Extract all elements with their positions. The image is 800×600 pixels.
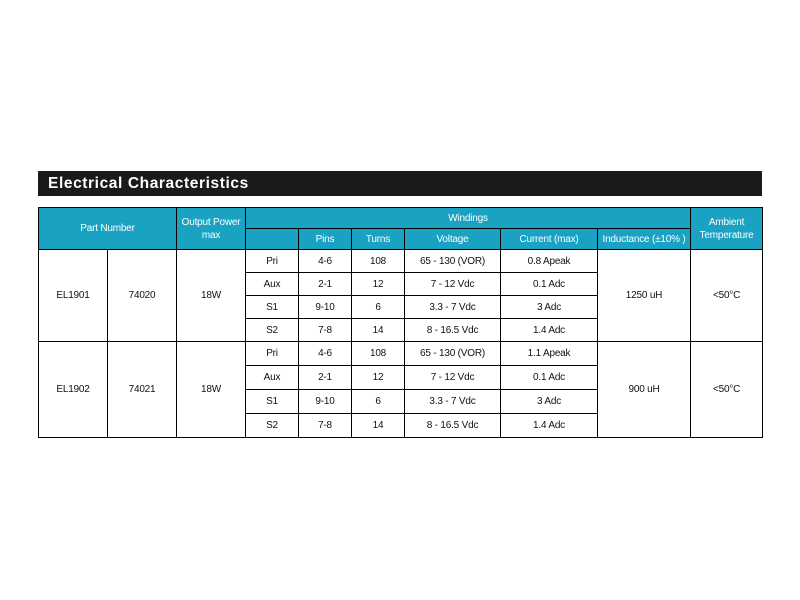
winding-current: 3 Adc (501, 296, 598, 319)
winding-label: S2 (246, 414, 299, 438)
header-pins: Pins (299, 229, 352, 250)
winding-pins: 7-8 (299, 414, 352, 438)
header-inductance: Inductance (±10% ) (598, 229, 691, 250)
header-ambient-line1: Ambient (708, 216, 745, 228)
header-part-number: Part Number (39, 208, 177, 250)
winding-pins: 2-1 (299, 366, 352, 390)
header-output-power-line1: Output Power (181, 216, 241, 228)
winding-current: 1.1 Apeak (501, 342, 598, 366)
winding-label: S1 (246, 390, 299, 414)
part-number: 74021 (108, 342, 177, 438)
header-ambient-line2: Temperature (699, 229, 754, 241)
winding-label: S2 (246, 319, 299, 342)
winding-current: 0.8 Apeak (501, 250, 598, 273)
section-title: Electrical Characteristics (48, 174, 249, 192)
winding-current: 3 Adc (501, 390, 598, 414)
winding-current: 0.1 Adc (501, 366, 598, 390)
winding-turns: 12 (352, 273, 405, 296)
winding-label: Aux (246, 366, 299, 390)
header-winding-label (246, 229, 299, 250)
table-row (39, 342, 763, 366)
winding-pins: 2-1 (299, 273, 352, 296)
header-windings: Windings (246, 208, 691, 229)
winding-label: Pri (246, 250, 299, 273)
header-turns: Turns (352, 229, 405, 250)
part-name: EL1901 (39, 250, 108, 342)
header-current: Current (max) (501, 229, 598, 250)
inductance: 900 uH (598, 342, 691, 438)
winding-current: 1.4 Adc (501, 319, 598, 342)
winding-pins: 9-10 (299, 296, 352, 319)
electrical-characteristics-table (38, 207, 763, 438)
winding-voltage: 3.3 - 7 Vdc (405, 296, 501, 319)
inductance: 1250 uH (598, 250, 691, 342)
winding-turns: 108 (352, 250, 405, 273)
winding-pins: 4-6 (299, 342, 352, 366)
winding-voltage: 7 - 12 Vdc (405, 273, 501, 296)
header-voltage: Voltage (405, 229, 501, 250)
ambient-temperature: <50°C (691, 250, 763, 342)
winding-pins: 4-6 (299, 250, 352, 273)
header-output-power-line2: max (201, 229, 221, 241)
winding-turns: 108 (352, 342, 405, 366)
winding-turns: 14 (352, 414, 405, 438)
ambient-temperature: <50°C (691, 342, 763, 438)
winding-turns: 14 (352, 319, 405, 342)
winding-voltage: 3.3 - 7 Vdc (405, 390, 501, 414)
winding-turns: 6 (352, 390, 405, 414)
part-name: EL1902 (39, 342, 108, 438)
winding-current: 1.4 Adc (501, 414, 598, 438)
winding-voltage: 8 - 16.5 Vdc (405, 414, 501, 438)
winding-pins: 7-8 (299, 319, 352, 342)
header-output-power (177, 208, 246, 250)
winding-voltage: 7 - 12 Vdc (405, 366, 501, 390)
winding-voltage: 8 - 16.5 Vdc (405, 319, 501, 342)
winding-label: Pri (246, 342, 299, 366)
winding-label: S1 (246, 296, 299, 319)
winding-current: 0.1 Adc (501, 273, 598, 296)
winding-pins: 9-10 (299, 390, 352, 414)
winding-voltage: 65 - 130 (VOR) (405, 250, 501, 273)
output-power: 18W (177, 342, 246, 438)
winding-voltage: 65 - 130 (VOR) (405, 342, 501, 366)
header-ambient-temperature (691, 208, 763, 250)
part-number: 74020 (108, 250, 177, 342)
winding-label: Aux (246, 273, 299, 296)
table-row (39, 250, 763, 273)
output-power: 18W (177, 250, 246, 342)
section-title-bar (38, 171, 762, 196)
winding-turns: 12 (352, 366, 405, 390)
winding-turns: 6 (352, 296, 405, 319)
